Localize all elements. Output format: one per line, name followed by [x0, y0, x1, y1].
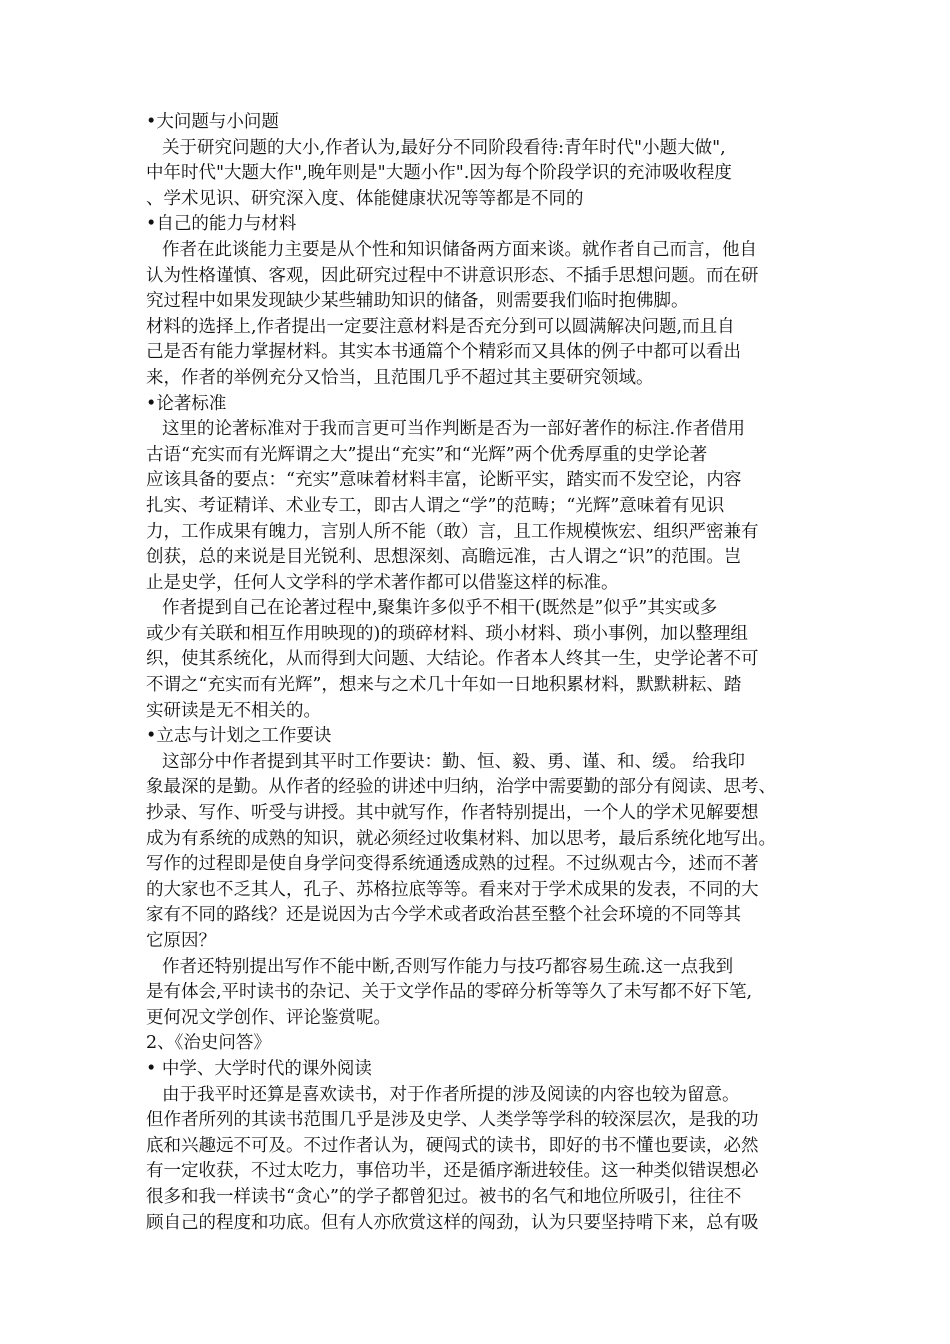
text-line: 己是否有能力掌握材料。其实本书通篇个个精彩而又具体的例子中都可以看出 [146, 342, 741, 363]
text-line: 作者提到自己在论著过程中,聚集许多似乎不相干(既然是”似乎”其实或多 [162, 598, 718, 619]
text-line: 作者还特别提出写作不能中断,否则写作能力与技巧都容易生疏.这一点我到 [162, 956, 734, 977]
text-line: 成为有系统的成熟的知识，就必须经过收集材料、加以思考，最后系统化地写出。 [146, 828, 776, 849]
text-line: 扎实、考证精详、术业专工，即古人谓之“学”的范畴；“光辉”意味着有见识 [146, 495, 725, 516]
text-line: 有一定收获，不过太吃力，事倍功半，还是循序渐进较佳。这一种类似错误想必 [146, 1161, 759, 1182]
section-heading: •自己的能力与材料 [146, 214, 297, 235]
text-line: 但作者所列的其读书范围几乎是涉及史学、人类学等学科的较深层次，是我的功 [146, 1110, 759, 1131]
text-line: 作者在此谈能力主要是从个性和知识储备两方面来谈。就作者自己而言，他自 [162, 239, 757, 260]
text-line: 止是史学，任何人文学科的学术著作都可以借鉴这样的标准。 [146, 572, 619, 593]
text-line: 它原因？ [146, 931, 216, 951]
text-line: 应该具备的要点：“充实”意味着材料丰富，论断平实，踏实而不发空论，内容 [146, 470, 742, 491]
text-line: 实研读是无不相关的。 [146, 700, 321, 721]
text-line: 抄录、写作、听受与讲授。其中就写作，作者特别提出，一个人的学术见解要想 [146, 803, 759, 824]
text-line: 织，使其系统化，从而得到大问题、大结论。作者本人终其一生，史学论著不可 [146, 649, 759, 670]
section-heading: •论著标准 [146, 393, 227, 414]
section-heading: •大问题与小问题 [146, 112, 279, 132]
text-line: 来，作者的举例充分又恰当，且范围几乎不超过其主要研究领域。 [146, 367, 654, 388]
text-line: 的大家也不乏其人，孔子、苏格拉底等等。看来对于学术成果的发表，不同的大 [146, 879, 759, 900]
text-line: 象最深的是勤。从作者的经验的讲述中归纳，治学中需要勤的部分有阅读、思考、 [146, 777, 776, 798]
text-line: 中年时代"大题大作",晚年则是"大题小作".因为每个阶段学识的充沛吸收程度 [146, 163, 732, 184]
text-line: 2、《治史问答》 [146, 1033, 271, 1054]
text-line: 究过程中如果发现缺少某些辅助知识的储备，则需要我们临时抱佛脚。 [146, 291, 689, 312]
text-line: 这里的论著标准对于我而言更可当作判断是否为一部好著作的标注.作者借用 [162, 419, 746, 440]
text-line: 创获，总的来说是目光锐利、思想深刻、高瞻远准，古人谓之“识”的范围。岂 [146, 547, 742, 568]
text-line: 古语“充实而有光辉谓之大”提出“充实”和“光辉”两个优秀厚重的史学论著 [146, 444, 708, 465]
text-line: 很多和我一样读书“贪心”的学子都曾犯过。被书的名气和地位所吸引，往往不 [146, 1186, 742, 1207]
text-line: 关于研究问题的大小,作者认为,最好分不同阶段看待:青年时代"小题大做", [162, 137, 726, 158]
text-line: 、学术见识、研究深入度、体能健康状况等等都是不同的 [146, 188, 584, 209]
text-line: 更何况文学创作、评论鉴赏呢。 [146, 1007, 391, 1028]
text-line: 写作的过程即是使自身学问变得系统通透成熟的过程。不过纵观古今，述而不著 [146, 854, 759, 875]
text-line: 家有不同的路线？还是说因为古今学术或者政治甚至整个社会环境的不同等其 [146, 905, 741, 926]
text-line: 这部分中作者提到其平时工作要诀：勤、恒、毅、勇、谨、和、缓。 给我印 [162, 751, 746, 772]
text-line: 由于我平时还算是喜欢读书，对于作者所提的涉及阅读的内容也较为留意。 [162, 1084, 740, 1105]
text-line: 是有体会,平时读书的杂记、关于文学作品的零碎分析等等久了未写都不好下笔, [146, 982, 753, 1003]
text-line: 顾自己的程度和功底。但有人亦欣赏这样的闯劲，认为只要坚持啃下来，总有吸 [146, 1212, 759, 1233]
document-page [146, 110, 811, 1236]
text-line: 认为性格谨慎、客观，因此研究过程中不讲意识形态、不插手思想问题。而在研 [146, 265, 759, 286]
text-line: 力，工作成果有魄力，言别人所不能（敢）言，且工作规模恢宏、组织严密兼有 [146, 521, 759, 542]
text-line: 材料的选择上,作者提出一定要注意材料是否充分到可以圆满解决问题,而且自 [146, 316, 735, 337]
section-heading: • 中学、大学时代的课外阅读 [146, 1058, 372, 1079]
section-heading: •立志与计划之工作要诀 [146, 726, 332, 747]
text-line: 不谓之“充实而有光辉”，想来与之术几十年如一日地积累材料，默默耕耘、踏 [146, 675, 742, 696]
text-line: 底和兴趣远不可及。不过作者认为，硬闯式的读书，即好的书不懂也要读，必然 [146, 1135, 759, 1156]
text-line: 或少有关联和相互作用映现的)的琐碎材料、琐小材料、琐小事例，加以整理组 [146, 623, 748, 644]
